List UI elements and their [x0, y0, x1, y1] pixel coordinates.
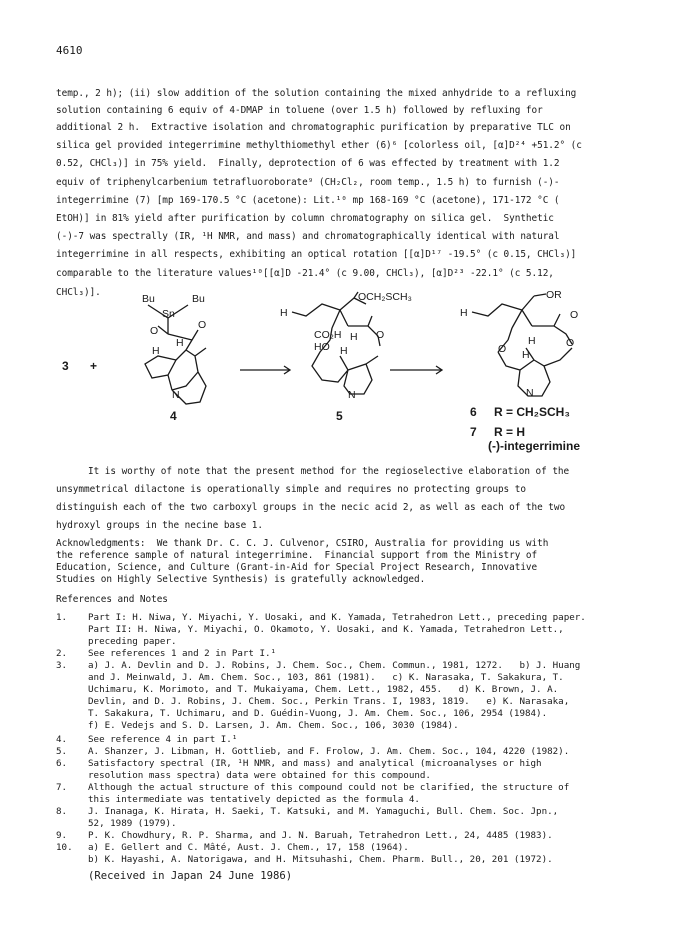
reference-line: preceding paper. — [88, 636, 177, 647]
reaction-scheme — [0, 290, 680, 460]
atom-label: O — [570, 309, 579, 321]
atom-label: H — [340, 345, 348, 357]
ack-line: the reference sample of natural integerrimine. Financial support from the Ministry of — [56, 550, 538, 561]
reference-line: See references 1 and 2 in Part I.¹ — [88, 648, 277, 659]
reference-number: 8. — [56, 806, 68, 817]
paragraph-line: It is worthy of note that the present method for the regioselective elaboration of the — [88, 466, 570, 477]
atom-label: H — [176, 337, 184, 349]
paragraph-line: comparable to the literature values¹⁰[[α]D -21.4° (c 9.00, CHCl₃), [α]D²³ -22.1° (c 5.12, — [56, 268, 554, 279]
reference-line: P. K. Chowdhury, R. P. Sharma, and J. N. Baruah, Tetrahedron Lett., 24, 4485 (1983). — [88, 830, 553, 841]
atom-label: N — [526, 387, 534, 399]
atom-label: H — [350, 331, 358, 343]
reference-number: 7. — [56, 782, 68, 793]
atom-label: N — [348, 389, 356, 401]
paragraph-line: additional 2 h. Extractive isolation and chromatographic purification by preparative TLC on — [56, 122, 571, 133]
paragraph-line: EtOH)] in 81% yield after purification by column chromatography on silica gel. Synthetic — [56, 213, 554, 224]
references-heading: References and Notes — [56, 594, 168, 605]
paragraph-line: equiv of triphenylcarbenium tetrafluoroborate⁹ (CH₂Cl₂, room temp., 1.5 h) to furnish (-)- — [56, 177, 560, 188]
paragraph-line: 0.52, CHCl₃)] in 75% yield. Finally, deprotection of 6 was effected by treatment with 1.2 — [56, 158, 560, 169]
paragraph-line: hydroxyl groups in the necine base 1. — [56, 520, 263, 531]
reference-line: and J. Meinwald, J. Am. Chem. Soc., 103, 861 (1981). c) K. Narasaka, T. Sakakura, T. — [88, 672, 564, 683]
atom-label: O — [376, 329, 385, 341]
atom-label: HO — [314, 341, 330, 353]
reference-number: 2. — [56, 648, 68, 659]
atom-label: H — [280, 307, 288, 319]
reference-line: Satisfactory spectral (IR, ¹H NMR, and mass) and analytical (microanalyses or high — [88, 758, 542, 769]
atom-label: Sn — [162, 308, 175, 320]
plus-sign: + — [90, 359, 98, 373]
compound-6-label: 6 — [470, 405, 477, 419]
paragraph-line: CHCl₃)]. — [56, 287, 101, 298]
reference-line: J. Inanaga, K. Hirata, H. Saeki, T. Katsuki, and M. Yamaguchi, Bull. Chem. Soc. Jpn., — [88, 806, 559, 817]
reference-number: 6. — [56, 758, 68, 769]
reference-number: 1. — [56, 612, 68, 623]
atom-label: H — [460, 307, 468, 319]
reference-line: a) E. Gellert and C. Mâté, Aust. J. Chem., 17, 158 (1964). — [88, 842, 409, 853]
page-number: 4610 — [56, 44, 83, 57]
reference-line: 52, 1989 (1979). — [88, 818, 177, 829]
compound-6-definition: R = CH₂SCH₃ — [494, 405, 570, 419]
atom-label: N — [172, 389, 180, 401]
atom-label: Bu — [192, 293, 205, 305]
paragraph-line: integerrimine in all respects, exhibiting an optical rotation [[α]D¹⁷ -19.5° (c 0.15, CHCl₃)] — [56, 249, 577, 260]
reference-line: A. Shanzer, J. Libman, H. Gottlieb, and F. Frolow, J. Am. Chem. Soc., 104, 4220 (1982). — [88, 746, 570, 757]
atom-label: H — [528, 335, 536, 347]
atom-label: Bu — [142, 293, 155, 305]
reference-number: 4. — [56, 734, 68, 745]
reference-line: resolution mass spectra) data were obtained for this compound. — [88, 770, 431, 781]
reference-line: Part I: H. Niwa, Y. Miyachi, Y. Uosaki, and K. Yamada, Tetrahedron Lett., preceding paper. — [88, 612, 586, 623]
reference-line: a) J. A. Devlin and D. J. Robins, J. Chem. Soc., Chem. Commun., 1981, 1272. b) J. Huang — [88, 660, 581, 671]
atom-label: O — [566, 337, 575, 349]
reference-number: 3. — [56, 660, 68, 671]
compound-7-definition: R = H — [494, 425, 526, 439]
reference-line: Uchimaru, K. Morimoto, and T. Mukaiyama, Chem. Lett., 1982, 455. d) K. Brown, J. A. — [88, 684, 559, 695]
paragraph-line: solution containing 6 equiv of 4-DMAP in toluene (over 1.5 h) followed by refluxing for — [56, 105, 543, 116]
reference-line: b) K. Hayashi, A. Natorigawa, and H. Mitsuhashi, Chem. Pharm. Bull., 20, 201 (1972). — [88, 854, 553, 865]
compound-4-label: 4 — [170, 409, 177, 423]
reference-line: T. Sakakura, T. Uchimaru, and D. Guédin-Vuong, J. Am. Chem. Soc., 106, 2954 (1984). — [88, 708, 548, 719]
reference-number: 9. — [56, 830, 68, 841]
paragraph-line: (-)-7 was spectrally (IR, ¹H NMR, and mass) and chromatographically identical with natural — [56, 231, 560, 242]
reference-line: See reference 4 in part I.¹ — [88, 734, 238, 745]
atom-label: H — [152, 345, 160, 357]
compound-5-label: 5 — [336, 409, 343, 423]
compound-6-bonds — [472, 294, 575, 396]
paragraph-line: distinguish each of the two carboxyl groups in the necic acid 2, as well as each of the two — [56, 502, 566, 513]
compound-7-name: (-)-integerrimine — [488, 439, 581, 453]
reference-line: Devlin, and D. J. Robins, J. Chem. Soc., Perkin Trans. I, 1983, 1819. e) K. Narasaka, — [88, 696, 570, 707]
compound-3-label: 3 — [62, 359, 69, 373]
compound-5-bonds — [292, 292, 380, 394]
ack-line: Studies on Highly Selective Synthesis) is gratefully acknowledged. — [56, 574, 426, 585]
atom-label: OCH₂SCH₃ — [358, 291, 412, 303]
atom-label: O — [150, 325, 159, 337]
atom-label: O — [498, 343, 507, 355]
reaction-arrow-2 — [390, 366, 442, 374]
reference-line: Although the actual structure of this compound could not be clarified, the structure of — [88, 782, 570, 793]
reference-number: 5. — [56, 746, 68, 757]
compound-7-label: 7 — [470, 425, 477, 439]
paragraph-line: temp., 2 h); (ii) slow addition of the solution containing the mixed anhydride to a refluxing — [56, 88, 577, 99]
atom-label: H — [522, 349, 530, 361]
ack-line: Education, Science, and Culture (Grant-in-Aid for Special Project Research, Innovative — [56, 562, 538, 573]
reference-line: this intermediate was tentatively depicted as the formula 4. — [88, 794, 420, 805]
reference-line: Part II: H. Niwa, Y. Miyachi, O. Okamoto, Y. Uosaki, and K. Yamada, Tetrahedron Lett., — [88, 624, 564, 635]
received-date: (Received in Japan 24 June 1986) — [88, 870, 293, 882]
paragraph-line: unsymmetrical dilactone is operationally simple and requires no protecting groups to — [56, 484, 526, 495]
reference-line: f) E. Vedejs and S. D. Larsen, J. Am. Chem. Soc., 106, 3030 (1984). — [88, 720, 459, 731]
paragraph-line: silica gel provided integerrimine methylthiomethyl ether (6)⁶ [colorless oil, [α]D²⁴ +51.2° (c — [56, 140, 582, 151]
reaction-arrow-1 — [240, 366, 290, 374]
reference-number: 10. — [56, 842, 73, 853]
atom-label: O — [198, 319, 207, 331]
ack-line: Acknowledgments: We thank Dr. C. C. J. Culvenor, CSIRO, Australia for providing us with — [56, 538, 549, 549]
atom-label: OR — [546, 290, 562, 301]
paragraph-line: integerrimine (7) [mp 169-170.5 °C (acetone): Lit.¹⁰ mp 168-169 °C (acetone), 171-172 °C ( — [56, 195, 560, 206]
atom-label: CO₂H — [314, 329, 342, 341]
